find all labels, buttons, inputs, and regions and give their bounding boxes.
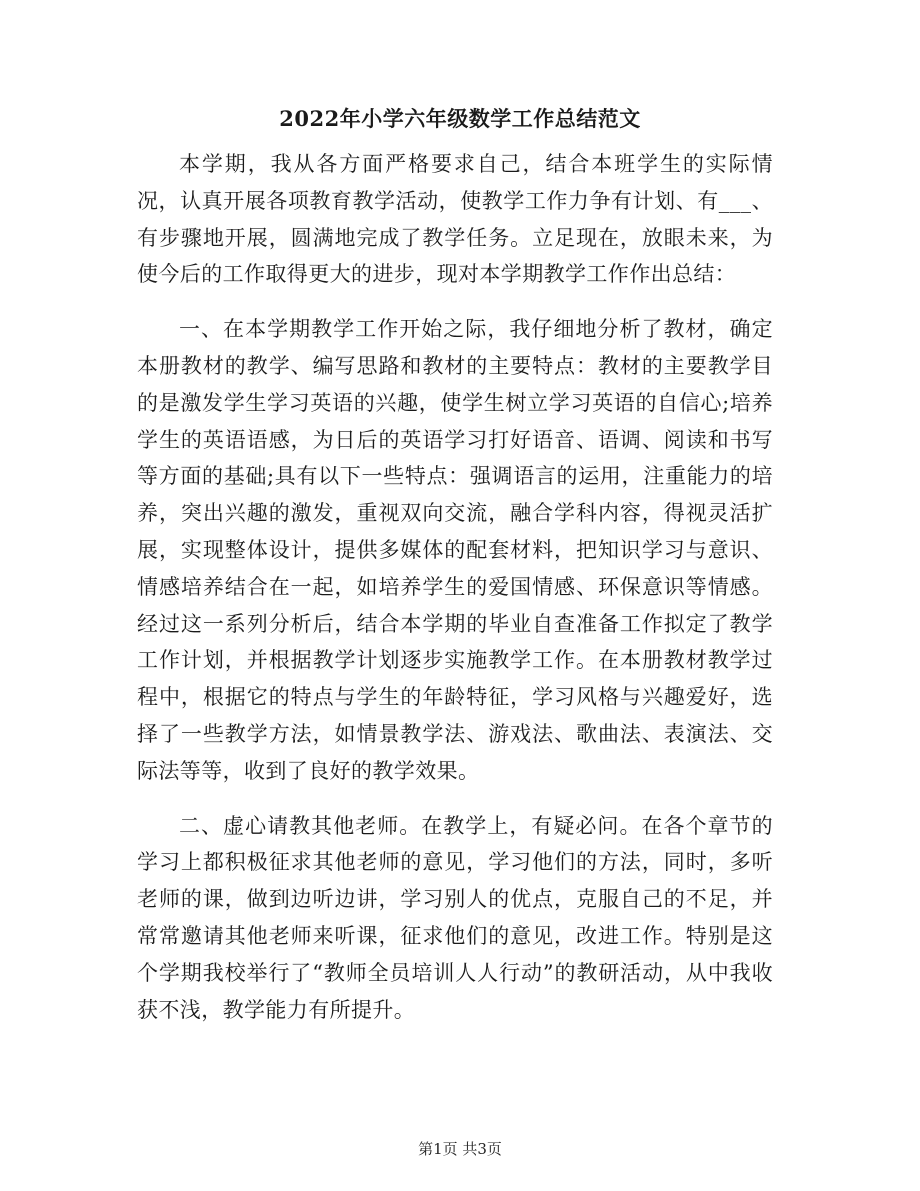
document-body [137, 146, 773, 1028]
paragraph-section-two: 二、虚心请教其他老师。在教学上，有疑必问。在各个章节的学习上都积极征求其他老师的意见，学习他们的方法，同时，多听老师的课，做到边听边讲，学习别人的优点，克服自己的不足，并常常邀请其他老师来听课，征求他们的意见，改进工作。特别是这个学期我校举行了“教师全员培训人人行动”的教研活动，从中我收获不浅，教学能力有所提升。 [137, 813, 773, 1022]
page-number: 第1页 共3页 [418, 1140, 502, 1158]
document-title: 2022年小学六年级数学工作总结范文 [279, 106, 641, 131]
paragraph-intro: 本学期，我从各方面严格要求自己，结合本班学生的实际情况，认真开展各项教育教学活动，使教学工作力争有计划、有___、有步骤地开展，圆满地完成了教学任务。立足现在，放眼未来，为使今后的工作取得更大的进步，现对本学期教学工作作出总结： [137, 152, 773, 287]
paragraph-section-one: 一、在本学期教学工作开始之际，我仔细地分析了教材，确定本册教材的教学、编写思路和教材的主要特点：教材的主要教学目的是激发学生学习英语的兴趣，使学生树立学习英语的自信心;培养学生的英语语感，为日后的英语学习打好语音、语调、阅读和书写等方面的基础;具有以下一些特点：强调语言的运用，注重能力的培养，突出兴趣的激发，重视双向交流，融合学科内容，得视灵活扩展，实现整体设计，提供多媒体的配套材料，把知识学习与意识、情感培养结合在一起，如培养学生的爱国情感、环保意识等情感。经过这一系列分析后，结合本学期的毕业自查准备工作拟定了教学工作计划，并根据教学计划逐步实施教学工作。在本册教材教学过程中，根据它的特点与学生的年龄特征，学习风格与兴趣爱好，选择了一些教学方法，如情景教学法、游戏法、歌曲法、表演法、交际法等等，收到了良好的教学效果。 [137, 317, 773, 783]
